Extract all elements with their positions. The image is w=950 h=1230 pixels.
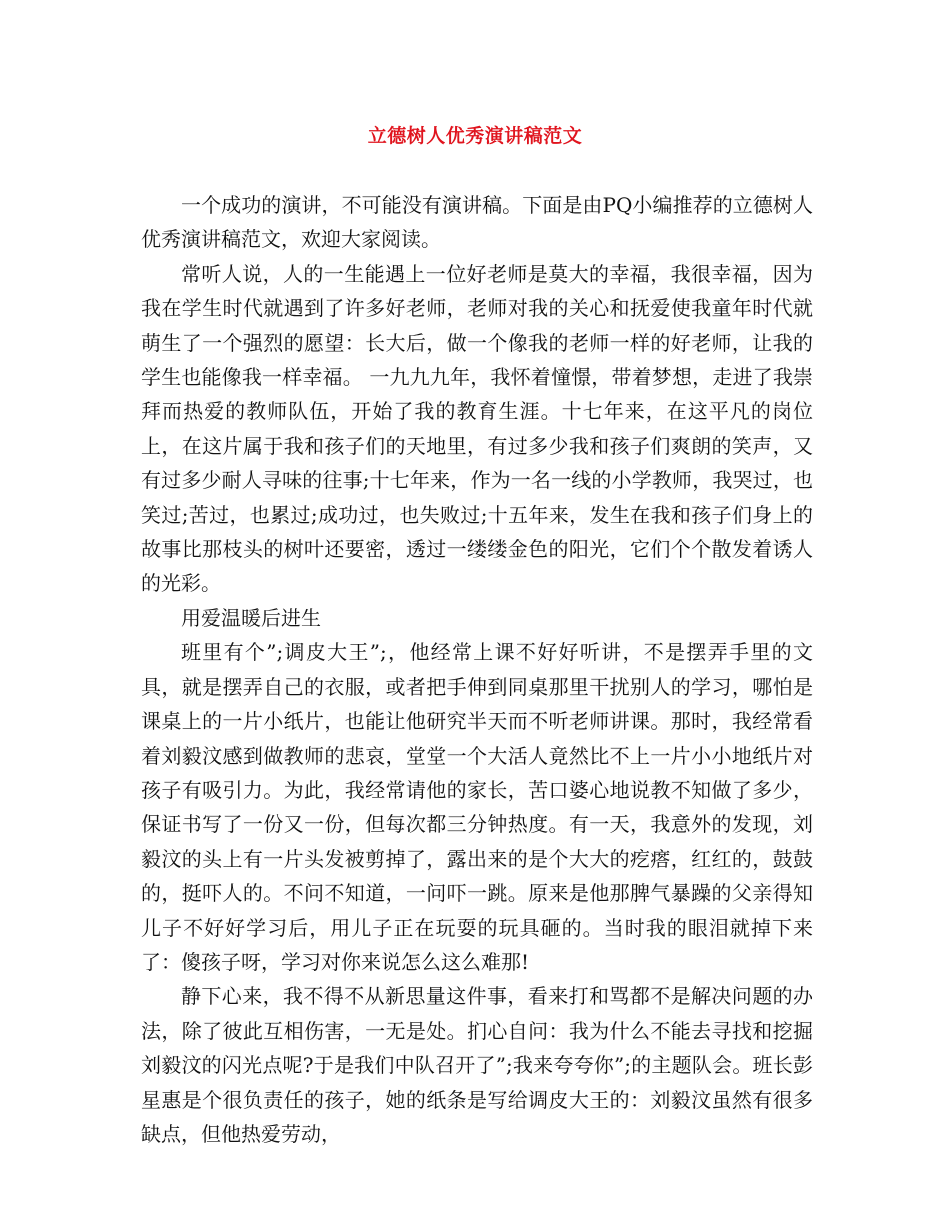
paragraph-class-meeting: 静下心来，我不得不从新思量这件事，看来打和骂都不是解决问题的办法，除了彼此互相伤害，一无是处。扪心自问：我为什么不能去寻找和挖掘刘毅汶的闪光点呢?于是我们中队召开了”;我来夸夸你”;的主题队会。班长彭星惠是个很负责任的孩子，她的纸条是写给调皮大王的：刘毅汶虽然有很多缺点，但他热爱劳动， bbox=[141, 984, 813, 1146]
section-heading: 用爱温暖后进生 bbox=[181, 605, 321, 630]
document-body bbox=[141, 188, 813, 1151]
paragraph-naughty-student: 班里有个”;调皮大王”;，他经常上课不好好听讲，不是摆弄手里的文具，就是摆弄自己的衣服，或者把手伸到同桌那里干扰别人的学习，哪怕是课桌上的一片小纸片，也能让他研究半天而不听老师讲课。那时，我经常看着刘毅汶感到做教师的悲哀，堂堂一个大活人竟然比不上一片小小地纸片对孩子有吸引力。为此，我经常请他的家长，苦口婆心地说教不知做了多少，保证书写了一份又一份，但每次都三分钟热度。有一天，我意外的发现，刘毅汶的头上有一片头发被剪掉了，露出来的是个大大的疙瘩，红红的，鼓鼓的，挺吓人的。不问不知道，一问吓一跳。原来是他那脾气暴躁的父亲得知儿子不好好学习后，用儿子正在玩耍的玩具砸的。当时我的眼泪就掉下来了：傻孩子呀，学习对你来说怎么这么难那! bbox=[141, 640, 813, 974]
paragraph-teacher-story: 常听人说，人的一生能遇上一位好老师是莫大的幸福，我很幸福，因为我在学生时代就遇到了许多好老师，老师对我的关心和抚爱使我童年时代就萌生了一个强烈的愿望：长大后，做一个像我的老师一样的好老师，让我的学生也能像我一样幸福。 一九九九年，我怀着憧憬，带着梦想，走进了我崇拜而热爱的教师队伍，开始了我的教育生涯。十七年来，在这平凡的岗位上，在这片属于我和孩子们的天地里，有过多少我和孩子们爽朗的笑声，又有过多少耐人寻味的往事;十七年来，作为一名一线的小学教师，我哭过，也笑过;苦过，也累过;成功过，也失败过;十五年来，发生在我和孩子们身上的故事比那枝头的树叶还要密，透过一缕缕金色的阳光，它们个个散发着诱人的光彩。 bbox=[141, 261, 813, 596]
paragraph-intro: 一个成功的演讲，不可能没有演讲稿。下面是由PQ小编推荐的立德树人优秀演讲稿范文，欢迎大家阅读。 bbox=[141, 193, 813, 252]
document-title: 立德树人优秀演讲稿范文 bbox=[367, 125, 583, 147]
